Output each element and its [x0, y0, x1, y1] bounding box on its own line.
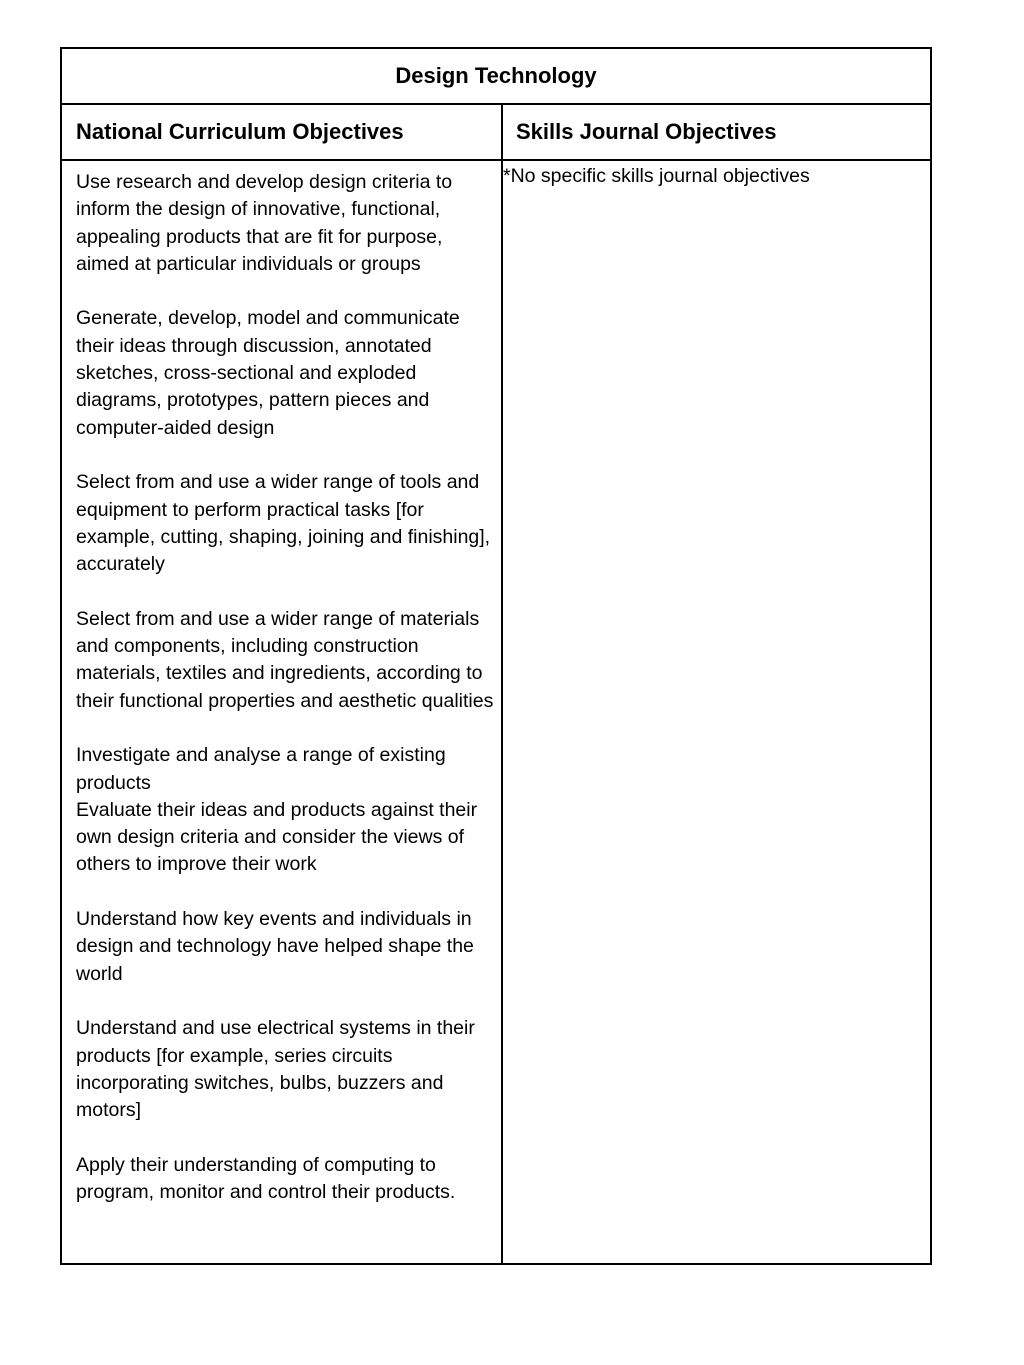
- column-header-row: [62, 105, 930, 161]
- objective-item: Use research and develop design criteria to inform the design of innovative, functional, appealing products that are fit for purpose, aimed at particular individuals or groups: [76, 171, 453, 275]
- column-divider: [501, 105, 503, 1265]
- skills-journal-note: *No specific skills journal objectives: [503, 165, 810, 187]
- objective-item: Select from and use a wider range of tools and equipment to perform practical tasks [for example, cutting, shaping, joining and finishing], accurately: [76, 471, 491, 576]
- national-curriculum-header: National Curriculum Objectives: [76, 119, 404, 144]
- objective-item: Evaluate their ideas and products against their own design criteria and consider the views of others to improve their work: [76, 798, 478, 876]
- objective-item: Understand and use electrical systems in their products [for example, series circuits incorporating switches, bulbs, buzzers and motors]: [76, 1017, 475, 1122]
- objective-item: Apply their understanding of computing to program, monitor and control their products.: [76, 1153, 456, 1203]
- skills-journal-header: Skills Journal Objectives: [516, 119, 777, 144]
- objective-item: Select from and use a wider range of materials and components, including construction materials, textiles and ingredients, according to their functional properties and aesthetic qualities: [76, 607, 494, 712]
- objective-item: Investigate and analyse a range of existing products: [76, 744, 446, 794]
- objectives-table: [60, 47, 932, 1265]
- objective-item: Understand how key events and individuals in design and technology have helped shape the world: [76, 908, 474, 985]
- table-title: Design Technology: [62, 49, 930, 105]
- objective-item: Generate, develop, model and communicate their ideas through discussion, annotated sketches, cross-sectional and exploded diagrams, prototypes, pattern pieces and computer-aided design: [76, 307, 460, 439]
- national-objectives-list: [76, 169, 496, 1206]
